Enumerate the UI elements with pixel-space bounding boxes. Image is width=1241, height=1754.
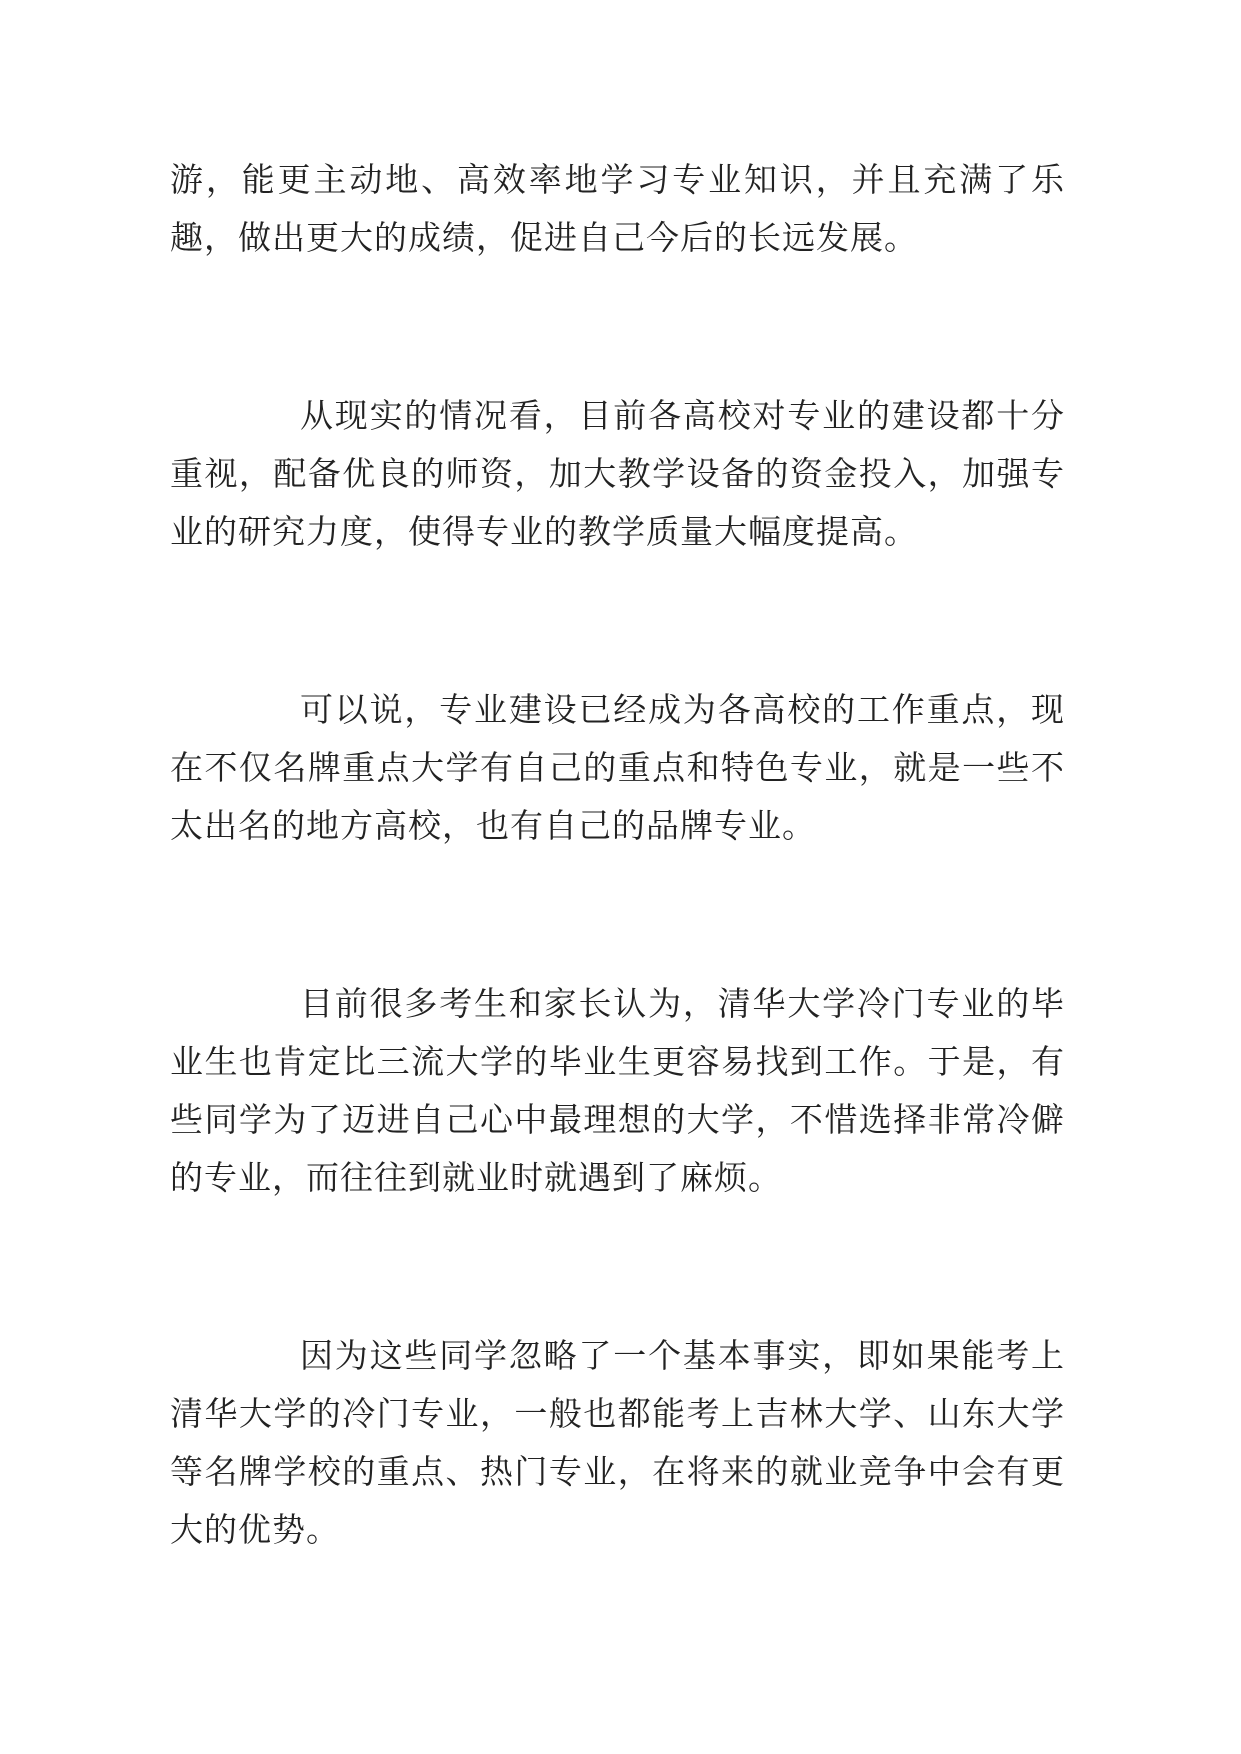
paragraph-1: 游，能更主动地、高效率地学习专业知识，并且充满了乐趣，做出更大的成绩，促进自己今后的长远发展。 [170, 163, 1065, 257]
document-text-block [170, 152, 1065, 1560]
paragraph-3: 可以说，专业建设已经成为各高校的工作重点，现在不仅名牌重点大学有自己的重点和特色专业，就是一些不太出名的地方高校，也有自己的品牌专业。 [170, 693, 1065, 845]
paragraph-2: 从现实的情况看，目前各高校对专业的建设都十分重视，配备优良的师资，加大教学设备的资金投入，加强专业的研究力度，使得专业的教学质量大幅度提高。 [170, 399, 1065, 551]
paragraph-4: 目前很多考生和家长认为，清华大学冷门专业的毕业生也肯定比三流大学的毕业生更容易找到工作。于是，有些同学为了迈进自己心中最理想的大学，不惜选择非常冷僻的专业，而往往到就业时就遇到了麻烦。 [170, 987, 1065, 1197]
paragraph-5: 因为这些同学忽略了一个基本事实，即如果能考上清华大学的冷门专业，一般也都能考上吉林大学、山东大学等名牌学校的重点、热门专业，在将来的就业竞争中会有更大的优势。 [170, 1339, 1065, 1549]
